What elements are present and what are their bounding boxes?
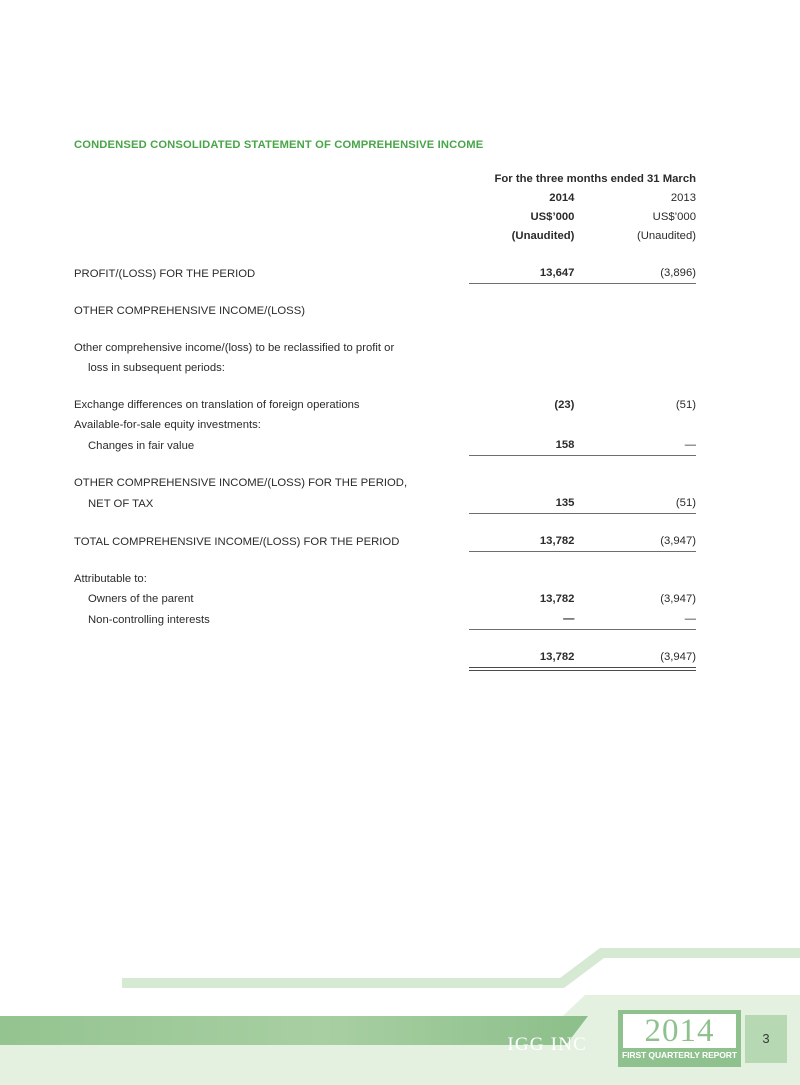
row-value-fair-value-2014: 158 [469, 435, 575, 456]
row-label-exchange-differences: Exchange differences on translation of foreign operations [74, 399, 360, 411]
table-row [74, 589, 696, 609]
row-label-grand-total [74, 647, 469, 668]
table-row [74, 435, 696, 456]
row-value-reclassify-line1-2013 [574, 338, 696, 358]
row-value-profit-loss-2013: (3,896) [574, 263, 696, 284]
header-spacer-year [74, 189, 469, 208]
row-value-reclassify-line2-2013 [574, 358, 696, 378]
page-number: 3 [745, 1015, 787, 1063]
report-logo [618, 1010, 741, 1067]
row-label-profit-loss: PROFIT/(LOSS) FOR THE PERIOD [74, 267, 256, 280]
header-spacer-audit [74, 227, 469, 246]
table-row [74, 263, 696, 284]
row-value-reclassify-line1-2014 [469, 338, 575, 358]
table-header-period-row [74, 170, 696, 189]
row-label-afs-heading: Available-for-sale equity investments: [74, 419, 261, 431]
table-row [74, 338, 696, 358]
row-label-attributable-heading: Attributable to: [74, 573, 147, 585]
row-label-owners-parent: Owners of the parent [88, 593, 194, 605]
row-label-fair-value-cell [74, 435, 469, 456]
row-label-owners-parent-cell [74, 589, 469, 609]
table-row [74, 395, 696, 415]
table-row [74, 473, 696, 493]
company-name: IGG INC [507, 1034, 587, 1055]
header-spacer-unit [74, 208, 469, 227]
row-label-oci-net-line1: OTHER COMPREHENSIVE INCOME/(LOSS) FOR THE PERIOD, [74, 477, 408, 489]
column-header-unit-2014: US$’000 [530, 211, 575, 223]
column-header-audit-2014: (Unaudited) [511, 230, 575, 242]
row-value-exchange-differences-2014: (23) [554, 399, 575, 411]
footer-band-green [0, 1016, 588, 1045]
row-label-reclassify-line1: Other comprehensive income/(loss) to be reclassified to profit or [74, 342, 395, 354]
row-value-owners-parent-2014: 13,782 [539, 593, 575, 605]
table-row [74, 569, 696, 589]
row-value-oci-heading-2014 [469, 301, 575, 321]
table-row [74, 647, 696, 668]
page-footer [0, 940, 800, 1085]
row-value-attributable-heading-2014 [469, 569, 575, 589]
row-value-profit-loss-2014: 13,647 [469, 263, 575, 284]
row-value-non-controlling-interests-2014: — [469, 609, 575, 630]
row-label-oci-net-line2: NET OF TAX [88, 497, 154, 510]
row-value-owners-parent-2013: (3,947) [660, 593, 696, 605]
row-value-total-comprehensive-2014: 13,782 [469, 531, 575, 552]
column-header-year-2014: 2014 [549, 192, 575, 204]
column-header-unit-2013: US$’000 [652, 211, 696, 223]
row-value-afs-heading-2013 [574, 415, 696, 435]
row-value-attributable-heading-2013 [574, 569, 696, 589]
row-value-reclassify-line2-2014 [469, 358, 575, 378]
page-title: CONDENSED CONSOLIDATED STATEMENT OF COMPREHENSIVE INCOME [74, 139, 484, 151]
row-value-oci-net-line1-2013 [574, 473, 696, 493]
row-label-fair-value: Changes in fair value [88, 439, 195, 452]
table-header-unit-row [74, 208, 696, 227]
row-value-non-controlling-interests-2013: — [574, 609, 696, 630]
period-header: For the three months ended 31 March [494, 173, 696, 185]
table-header-year-row [74, 189, 696, 208]
row-value-oci-net-line1-2014 [469, 473, 575, 493]
table-row [74, 358, 696, 378]
row-value-afs-heading-2014 [469, 415, 575, 435]
row-label-oci-heading: OTHER COMPREHENSIVE INCOME/(LOSS) [74, 305, 305, 317]
row-value-grand-total-2014: 13,782 [469, 647, 575, 668]
financial-statement-table [74, 170, 696, 668]
row-value-exchange-differences-2013: (51) [675, 399, 696, 411]
table-row [74, 531, 696, 552]
row-label-oci-net-line2-cell [74, 493, 469, 514]
row-label-reclassify-line2: loss in subsequent periods: [88, 362, 225, 374]
column-header-year-2013: 2013 [670, 192, 696, 204]
logo-subtitle-text: FIRST QUARTERLY REPORT [621, 1050, 737, 1060]
row-label-reclassify-line2-cell [74, 358, 469, 378]
logo-year-text: 2014 [623, 1014, 736, 1048]
table-row [74, 301, 696, 321]
row-value-oci-net-2013: (51) [574, 493, 696, 514]
row-label-nci-cell [74, 609, 469, 630]
row-value-grand-total-2013: (3,947) [574, 647, 696, 668]
table-row [74, 609, 696, 630]
row-value-fair-value-2013: — [574, 435, 696, 456]
row-label-total-comprehensive: TOTAL COMPREHENSIVE INCOME/(LOSS) FOR THE PERIOD [74, 535, 400, 548]
row-label-non-controlling-interests: Non-controlling interests [88, 613, 210, 626]
row-value-oci-net-2014: 135 [469, 493, 575, 514]
table-row [74, 493, 696, 514]
table-header-audit-row [74, 227, 696, 246]
row-value-total-comprehensive-2013: (3,947) [574, 531, 696, 552]
footer-stripe-upper [122, 948, 800, 988]
column-header-audit-2013: (Unaudited) [636, 230, 696, 242]
table-row [74, 415, 696, 435]
header-spacer [74, 170, 469, 189]
row-value-oci-heading-2013 [574, 301, 696, 321]
